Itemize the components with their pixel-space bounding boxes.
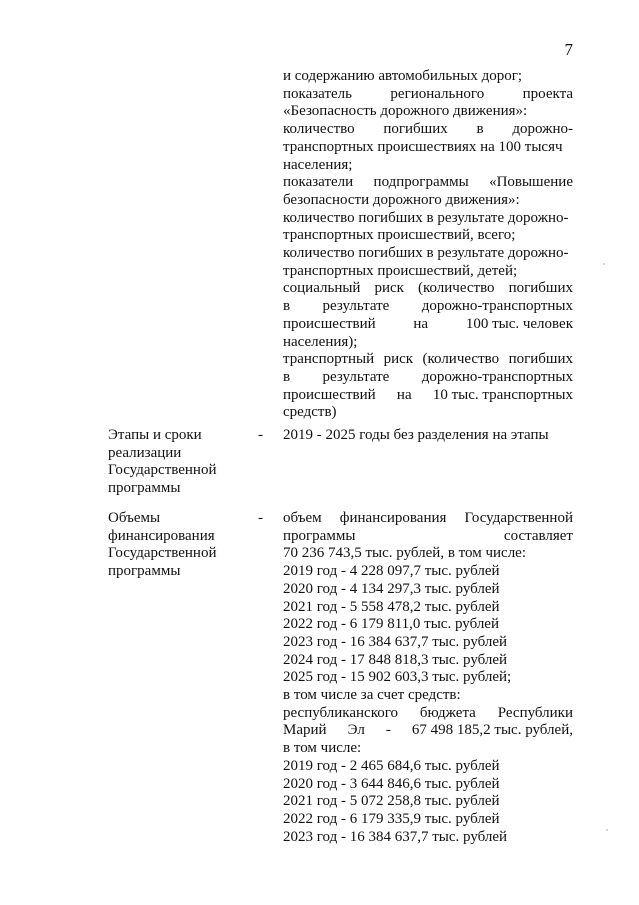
text-word: Государственной <box>464 510 573 526</box>
text-line: в том числе за счет средств: <box>283 687 461 704</box>
text-line <box>283 316 573 334</box>
text-word: на <box>413 315 429 332</box>
text-word: происшествий <box>283 386 376 403</box>
text-line: «Безопасность дорожного движения»: <box>283 103 528 120</box>
text-line: количество погибших в результате дорожно- <box>283 245 569 262</box>
text-word: в <box>283 298 291 315</box>
text-word: (количество <box>422 351 500 368</box>
text-line: количество погибших в результате дорожно- <box>283 209 569 226</box>
stages-value: 2019 - 2025 годы без разделения на этапы <box>283 427 549 443</box>
text-line <box>283 298 573 316</box>
text-word: «Повышение <box>489 174 573 191</box>
funding-label <box>108 510 248 581</box>
text-word: подпрограммы <box>373 174 469 191</box>
text-word: происшествий <box>283 315 376 332</box>
text-word: Эл <box>347 722 365 739</box>
text-line <box>283 280 573 298</box>
text-word: Марий <box>283 722 327 739</box>
text-line: 2020 год - 4 134 297,3 тыс. рублей <box>283 580 500 597</box>
text-word: погибших <box>383 121 448 138</box>
text-line: транспортных происшествий, детей; <box>283 262 518 279</box>
text-word: проекта <box>522 85 573 102</box>
text-line <box>283 86 573 104</box>
text-line <box>283 387 573 405</box>
text-word: риск <box>374 280 404 297</box>
text-word: программы <box>283 527 356 544</box>
page-number: 7 <box>564 40 573 59</box>
text-word: составляет <box>503 527 573 544</box>
text-word: дорожно-транспортных <box>421 298 573 315</box>
text-line: 2021 год - 5 072 258,8 тыс. рублей <box>283 793 500 810</box>
text-line: в том числе: <box>283 740 362 757</box>
text-line: безопасности дорожного движения»: <box>283 191 520 208</box>
text-word: дорожно- <box>512 121 573 138</box>
text-line: 2022 год - 6 179 811,0 тыс. рублей <box>283 616 499 633</box>
label-line: Этапы и сроки <box>108 427 202 443</box>
text-word: результате <box>322 368 390 385</box>
text-line: 2021 год - 5 558 478,2 тыс. рублей <box>283 598 500 615</box>
label-line: Объемы <box>108 510 161 526</box>
text-word: регионального <box>390 85 485 102</box>
text-line <box>283 510 573 528</box>
text-word: погибших <box>508 351 573 368</box>
text-line <box>283 351 573 369</box>
text-word: 10 тыс. транспортных <box>432 386 573 403</box>
text-word: в <box>283 368 291 385</box>
text-word: количество <box>283 121 355 138</box>
text-line: и содержанию автомобильных дорог; <box>283 68 523 84</box>
text-word: социальный <box>283 280 361 297</box>
text-word: погибших <box>508 280 573 297</box>
text-word: Республики <box>497 704 573 721</box>
text-line: 2024 год - 17 848 818,3 тыс. рублей <box>283 651 508 668</box>
stages-label <box>108 427 248 498</box>
text-word: финансирования <box>339 510 447 526</box>
label-line: реализации <box>108 444 182 461</box>
text-word: бюджета <box>419 704 476 721</box>
stages-dash: - <box>258 427 263 443</box>
text-line: 2023 год - 16 384 637,7 тыс. рублей <box>283 633 508 650</box>
funding-block <box>283 510 573 846</box>
label-line: финансирования <box>108 527 215 544</box>
scan-speck <box>603 263 605 265</box>
text-word: - <box>385 722 391 739</box>
text-line: транспортных происшествий, всего; <box>283 227 516 244</box>
text-line <box>283 705 573 723</box>
text-line <box>283 369 573 387</box>
text-line: населения); <box>283 333 358 350</box>
text-line: 2020 год - 3 644 846,6 тыс. рублей <box>283 775 500 792</box>
text-word: республиканского <box>283 704 398 721</box>
text-word: результате <box>322 298 390 315</box>
text-line: средств) <box>283 404 337 421</box>
text-line: 70 236 743,5 тыс. рублей, в том числе: <box>283 545 527 562</box>
text-word: (количество <box>417 280 495 297</box>
label-line: Государственной <box>108 545 217 562</box>
text-word: показатель <box>283 85 352 102</box>
scan-speck <box>606 829 608 831</box>
text-word: в <box>476 121 484 138</box>
text-line <box>283 722 573 740</box>
text-word: объем <box>283 510 322 526</box>
text-line <box>283 121 573 139</box>
funding-dash: - <box>258 510 263 526</box>
text-word: риск <box>383 351 414 368</box>
text-line <box>283 174 573 192</box>
label-line: программы <box>108 480 181 497</box>
label-line: программы <box>108 563 181 580</box>
text-line: транспортных происшествиях на 100 тысяч <box>283 138 563 155</box>
text-line: 2025 год - 15 902 603,3 тыс. рублей; <box>283 669 512 686</box>
text-line: 2019 год - 2 465 684,6 тыс. рублей <box>283 757 500 774</box>
indicators-block <box>283 68 573 422</box>
text-word: 67 498 185,2 тыс. рублей, <box>411 722 573 739</box>
label-line: Государственной <box>108 462 217 479</box>
text-line: 2023 год - 16 384 637,7 тыс. рублей <box>283 828 508 845</box>
text-line <box>283 528 573 546</box>
text-line: населения; <box>283 156 353 173</box>
text-word: транспортный <box>283 351 375 368</box>
text-word: 100 тыс. человек <box>465 315 573 332</box>
text-line: 2019 год - 4 228 097,7 тыс. рублей <box>283 563 500 580</box>
text-word: на <box>396 386 412 403</box>
text-word: дорожно-транспортных <box>421 368 573 385</box>
text-line: 2022 год - 6 179 335,9 тыс. рублей <box>283 810 500 827</box>
text-word: показатели <box>283 174 354 191</box>
